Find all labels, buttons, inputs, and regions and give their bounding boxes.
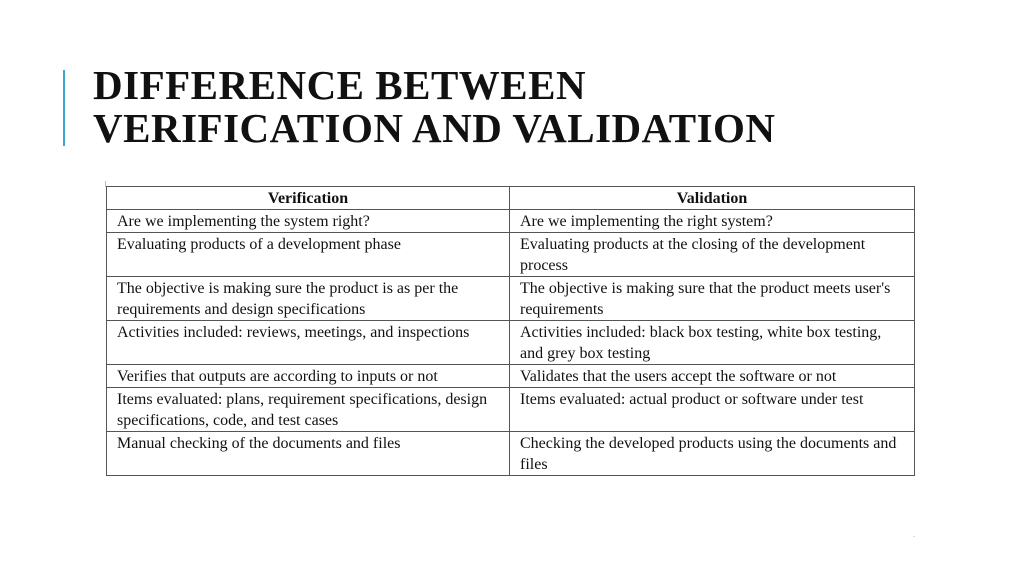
- table-row: [107, 321, 915, 365]
- table-header-row: [107, 187, 915, 210]
- validation-cell: Evaluating products at the closing of the development process: [510, 233, 915, 277]
- table-row: [107, 277, 915, 321]
- table-row: [107, 432, 915, 476]
- verification-cell: The objective is making sure the product is as per the requirements and design specifications: [107, 277, 510, 321]
- slide-title-line-1: DIFFERENCE BETWEEN: [93, 62, 587, 108]
- table-row: [107, 233, 915, 277]
- validation-cell: Validates that the users accept the software or not: [510, 365, 915, 388]
- header-verification: Verification: [107, 187, 510, 210]
- comparison-table-container: [106, 186, 914, 476]
- verification-cell: Verifies that outputs are according to inputs or not: [107, 365, 510, 388]
- title-accent-bar: [63, 70, 65, 146]
- verification-cell: Activities included: reviews, meetings, and inspections: [107, 321, 510, 365]
- slide-title: [93, 64, 776, 150]
- verification-cell: Manual checking of the documents and files: [107, 432, 510, 476]
- table-row: [107, 210, 915, 233]
- validation-cell: Items evaluated: actual product or software under test: [510, 388, 915, 432]
- table-row: [107, 365, 915, 388]
- header-validation: Validation: [510, 187, 915, 210]
- validation-cell: Activities included: black box testing, white box testing, and grey box testing: [510, 321, 915, 365]
- verification-cell: Items evaluated: plans, requirement specifications, design specifications, code, and test cases: [107, 388, 510, 432]
- comparison-table: [106, 186, 915, 476]
- table-row: [107, 388, 915, 432]
- validation-cell: Are we implementing the right system?: [510, 210, 915, 233]
- validation-cell: The objective is making sure that the product meets user's requirements: [510, 277, 915, 321]
- verification-cell: Are we implementing the system right?: [107, 210, 510, 233]
- verification-cell: Evaluating products of a development phase: [107, 233, 510, 277]
- slide-title-line-2: VERIFICATION AND VALIDATION: [93, 105, 776, 151]
- validation-cell: Checking the developed products using the documents and files: [510, 432, 915, 476]
- stray-mark: ·: [913, 533, 916, 541]
